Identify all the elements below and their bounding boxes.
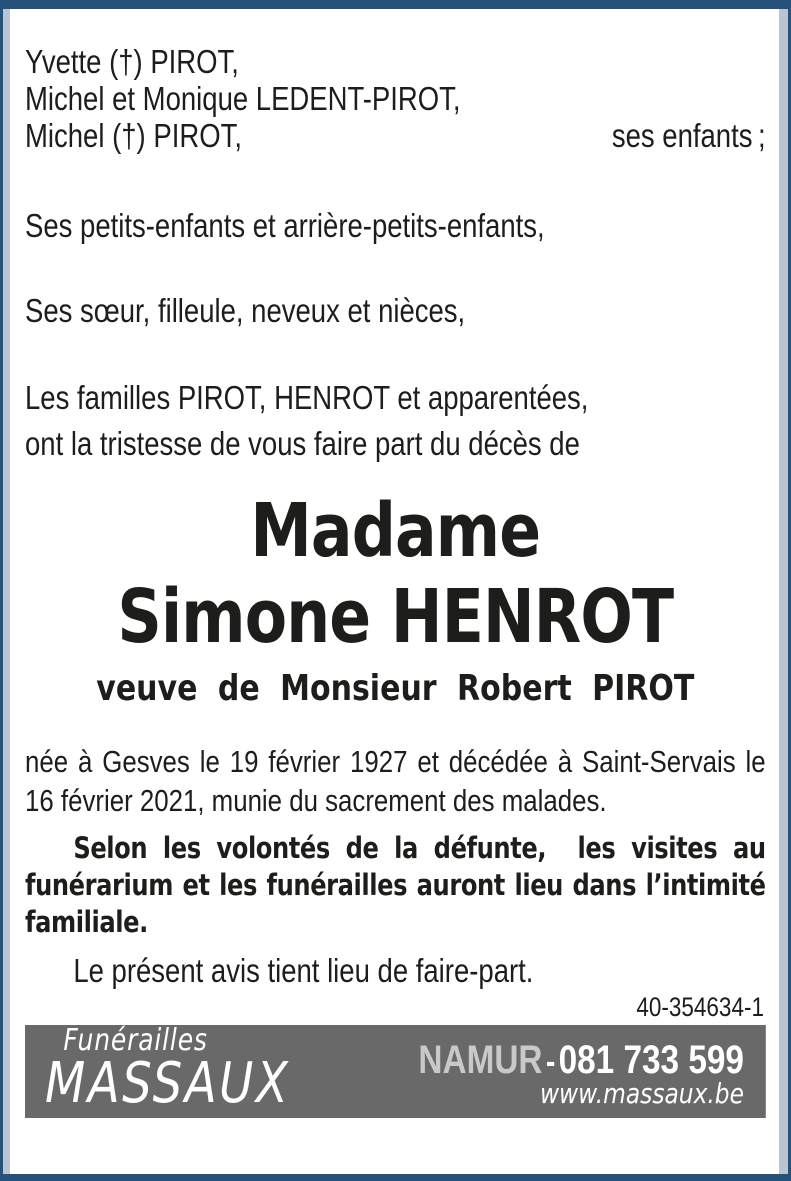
obituary-content [10, 9, 779, 1118]
family-name-line: Michel et Monique LEDENT-PIROT, [24, 80, 461, 117]
website-url: www.massaux.be [539, 1077, 744, 1110]
funeral-home-brand [44, 1023, 291, 1116]
separator-dash: - [545, 1043, 556, 1081]
relation-label: ses enfants ; [611, 117, 766, 154]
relatives-paragraph: Ses sœur, filleule, neveux et nièces, [24, 292, 466, 329]
funeral-home-banner [25, 1025, 766, 1118]
phone-number: 081 733 599 [558, 1038, 744, 1082]
funeral-home-contact [418, 1040, 744, 1112]
family-names-block [25, 43, 766, 154]
funeral-home-brand-name: MASSAUX [44, 1051, 291, 1116]
birth-death-details: née à Gesves le 19 février 1927 et décédée à Saint-Servais le 16 février 2021, munie du sacrement des malades. [24, 744, 766, 818]
announcement-paragraph: ont la tristesse de vous faire part du décès de [24, 425, 580, 462]
city-label: NAMUR [418, 1038, 543, 1082]
closing-statement: Le présent avis tient lieu de faire-part. [73, 952, 534, 989]
families-paragraph: Les familles PIROT, HENROT et apparentées, [24, 379, 589, 416]
widow-subtitle: veuve de Monsieur Robert PIROT [96, 668, 695, 709]
reference-number: 40-354634-1 [636, 992, 764, 1022]
family-name-line: Michel (†) PIROT, [24, 117, 242, 154]
funeral-wishes: Selon les volontés de la défunte, les visites au funérarium et les funérailles auront lieu dans l’intimité familiale. [24, 831, 766, 939]
deceased-name: Simone HENROT [117, 574, 674, 660]
deceased-title-prefix: Madame [250, 488, 541, 574]
funeral-home-brand-top: Funérailles [63, 1023, 208, 1058]
phone-line [418, 1040, 744, 1080]
relatives-paragraph: Ses petits-enfants et arrière-petits-enfants, [24, 207, 545, 244]
obituary-inner-frame [3, 9, 788, 1174]
family-name-line: Yvette (†) PIROT, [24, 43, 239, 80]
deceased-title [25, 488, 766, 660]
family-name-row [25, 117, 766, 154]
